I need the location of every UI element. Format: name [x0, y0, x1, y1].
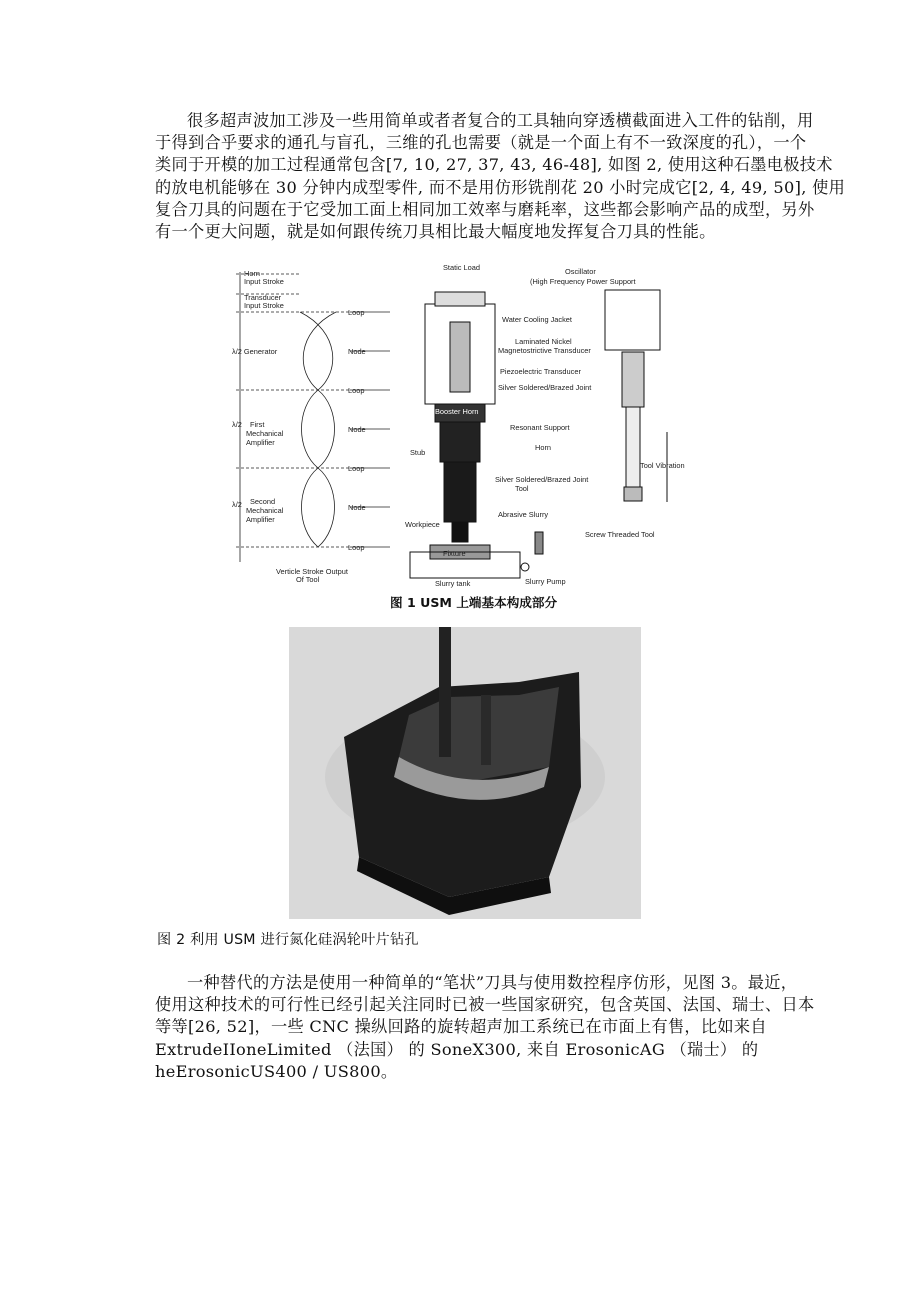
label-laminated: Magnetostrictive Transducer [498, 346, 591, 355]
label-workpiece: Workpiece [405, 520, 440, 529]
figure-2-caption: 图 2 利用 USM 进行氮化硅涡轮叶片钻孔 [157, 932, 419, 948]
photo-illustration [289, 627, 641, 919]
label-piezo: Piezoelectric Transducer [500, 367, 581, 376]
label-laminated: Laminated Nickel [515, 337, 572, 346]
text-line: 使用这种技术的可行性已经引起关注同时已被一些国家研究，包含英国、法国、瑞士、日本 [155, 995, 815, 1015]
wave-label: Loop [348, 386, 365, 395]
label-booster: Booster Horn [435, 407, 479, 416]
usm-diagram [230, 262, 700, 617]
label-slurry-pump: Slurry Pump [525, 577, 566, 586]
wave-label: Loop [348, 308, 365, 317]
label-second-amp: Amplifier [246, 515, 275, 524]
wave-label: Loop [348, 543, 365, 552]
text-line: 的放电机能够在 30 分钟内成型零件, 而不是用仿形铣削花 20 小时完成它[2, 4, 49, 50], 使用 [155, 177, 846, 197]
label-second-amp: Mechanical [246, 506, 284, 515]
label-screw-tool: Screw Threaded Tool [585, 530, 655, 539]
label-output: Of Tool [296, 575, 320, 584]
label-output: Verticle Stroke Output [276, 567, 348, 576]
label-stub: Stub [410, 448, 426, 457]
label-horn: Horn [535, 443, 552, 452]
text-line: 于得到合乎要求的通孔与盲孔，三维的孔也需要（就是一个面上有不一致深度的孔），一个 [155, 133, 807, 153]
text-line: 等等[26, 52]，一些 CNC 操纵回路的旋转超声加工系统已在市面上有售，比如来自 [155, 1017, 767, 1037]
text-line: 复合刀具的问题在于它受加工面上相同加工效率与磨耗率，这些都会影响产品的成型，另外 [155, 199, 815, 219]
text-line: ExtrudeIIoneLimited （法国） 的 SoneX300, 来自 ErosonicAG （瑞士） 的 [155, 1039, 759, 1059]
label-oscillator: (High Frequency Power Support [530, 277, 636, 286]
usm-diagram-figure [230, 262, 700, 617]
label-silver-joint-tool: Silver Soldered/Brazed Joint [495, 475, 589, 484]
label-horn-stroke: Horn [244, 269, 261, 278]
paragraph-2 [155, 972, 815, 1083]
figure-1-caption: 图 1 USM 上端基本构成部分 [390, 595, 558, 610]
label-first-amp: Amplifier [246, 438, 275, 447]
label-generator: λ/2 Generator [232, 347, 278, 356]
text-line: 有一个更大问题，就是如何跟传统刀具相比最大幅度地发挥复合刀具的性能。 [155, 222, 716, 242]
text-line: 很多超声波加工涉及一些用简单或者者复合的工具轴向穿透横截面进入工件的钻削，用 [187, 111, 814, 130]
paragraph-1 [155, 110, 846, 243]
label-silver-joint-tool: Tool [515, 484, 529, 493]
label-horn-stroke: Input Stroke [244, 277, 284, 286]
text-line: 一种替代的方法是使用一种简单的“笔状”刀具与使用数控程序仿形，见图 3。最近， [187, 973, 798, 992]
label-tool-vibration: Tool Vibration [640, 461, 685, 470]
label-static-load: Static Load [443, 263, 480, 272]
wave-label: Loop [348, 464, 365, 473]
wave-label: Node [348, 503, 366, 512]
wave-label: Node [348, 347, 366, 356]
label-abrasive: Abrasive Slurry [498, 510, 549, 519]
label-transducer-stroke: Transducer [244, 293, 282, 302]
label-transducer-stroke: Input Stroke [244, 301, 284, 310]
label-water-cooling: Water Cooling Jacket [502, 315, 572, 324]
label-second-amp: Second [250, 497, 276, 506]
label-first-amp: Mechanical [246, 429, 284, 438]
turbine-blade-photo [289, 627, 641, 919]
label-silver-joint: Silver Soldered/Brazed Joint [498, 383, 592, 392]
wave-label: Node [348, 425, 366, 434]
label-first-amp: First [250, 420, 265, 429]
label-second-amp: λ/2 [232, 500, 242, 509]
label-slurry-tank: Slurry tank [435, 579, 471, 588]
label-resonant: Resonant Support [510, 423, 570, 432]
text-line: heErosonicUS400 / US800。 [155, 1061, 398, 1081]
label-fixture: Fixture [443, 549, 466, 558]
label-oscillator: Oscillator [565, 267, 596, 276]
label-first-amp: λ/2 [232, 420, 242, 429]
text-line: 类同于开模的加工过程通常包含[7, 10, 27, 37, 43, 46-48], 如图 2, 使用这种石墨电极技术 [155, 155, 833, 175]
